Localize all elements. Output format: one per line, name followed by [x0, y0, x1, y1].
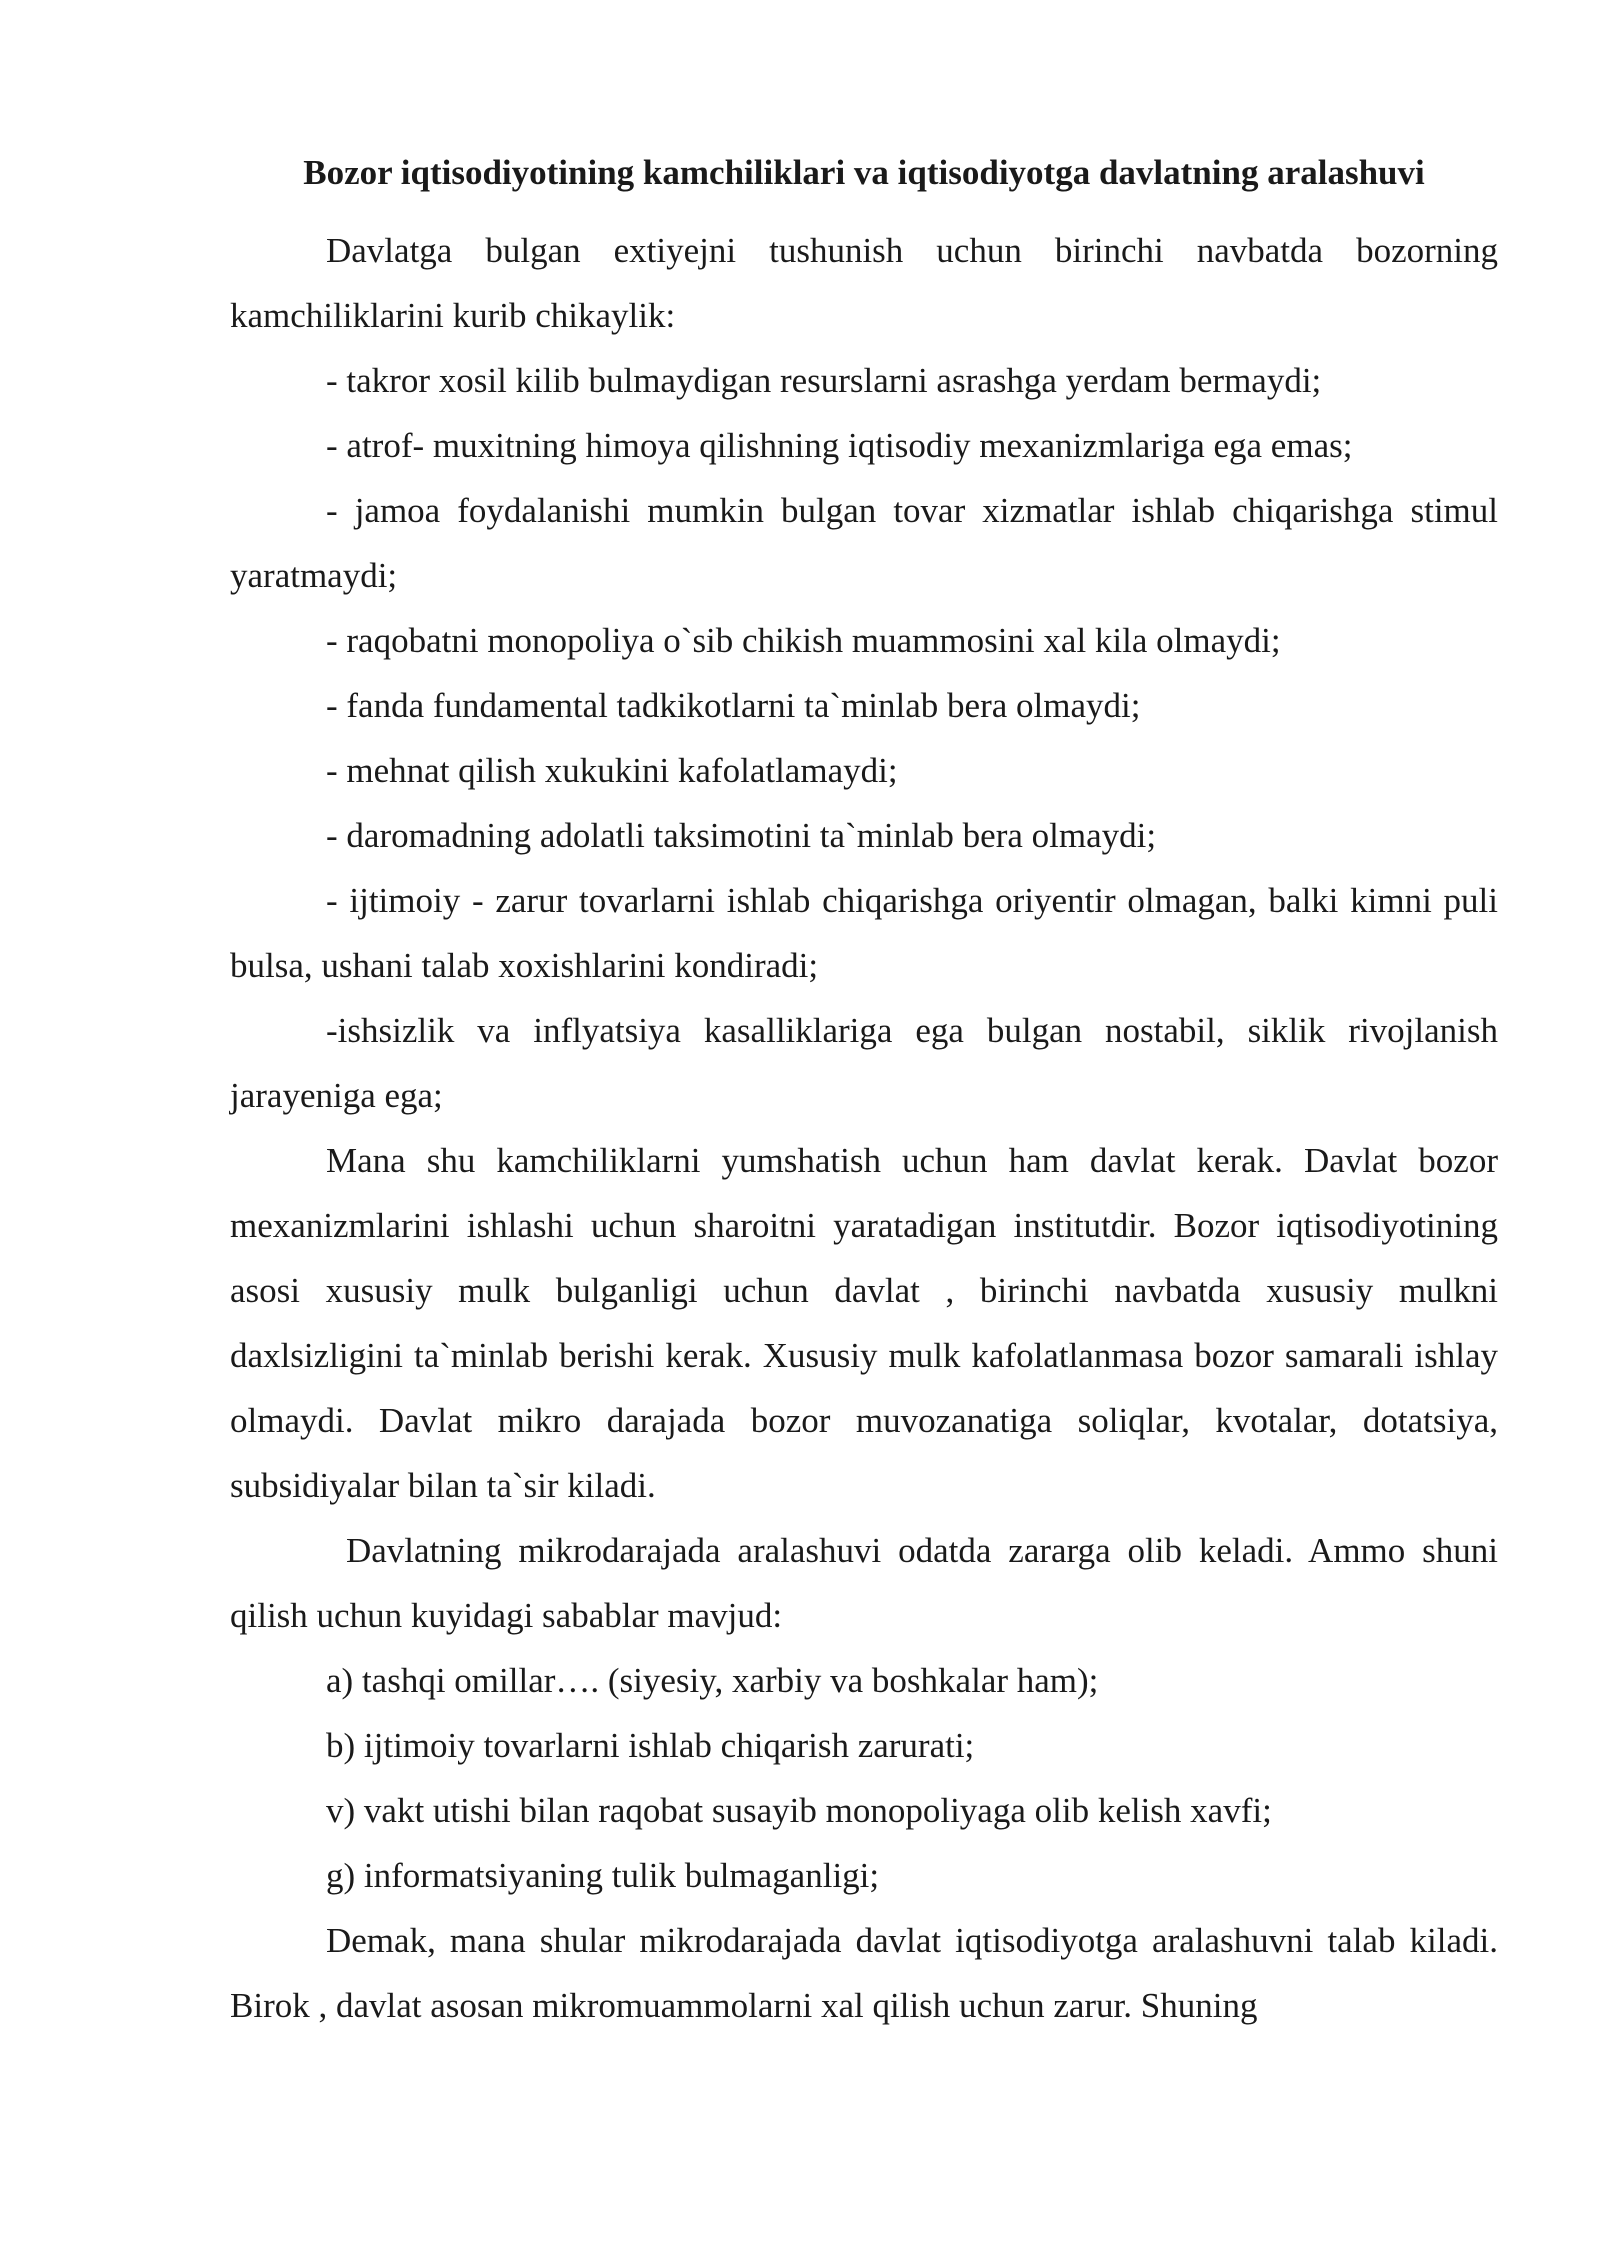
shortcomings-list — [230, 348, 1498, 1128]
list-item: v) vakt utishi bilan raqobat susayib monopoliyaga olib kelish xavfi; — [326, 1791, 1272, 1830]
list-item: b) ijtimoiy tovarlarni ishlab chiqarish zarurati; — [326, 1726, 975, 1765]
document-title: Bozor iqtisodiyotining kamchiliklari va iqtisodiyotga davlatning aralashuvi — [303, 153, 1425, 192]
intro-paragraph: Davlatga bulgan extiyejni tushunish uchun birinchi navbatda bozorning kamchiliklarini kurib chikaylik: — [230, 231, 1498, 335]
list-item: - mehnat qilish xukukini kafolatlamaydi; — [326, 751, 898, 790]
reasons-list — [230, 1648, 1498, 1908]
list-item: - raqobatni monopoliya o`sib chikish muammosini xal kila olmaydi; — [326, 621, 1281, 660]
list-item: - takror xosil kilib bulmaydigan resurslarni asrashga yerdam bermaydi; — [326, 361, 1322, 400]
list-item: - jamoa foydalanishi mumkin bulgan tovar xizmatlar ishlab chiqarishga stimul yaratmaydi; — [230, 491, 1498, 595]
list-item: -ishsizlik va inflyatsiya kasalliklariga ega bulgan nostabil, siklik rivojlanish jarayeniga ega; — [230, 1011, 1498, 1115]
intervention-paragraph: Davlatning mikrodarajada aralashuvi odatda zararga olib keladi. Ammo shuni qilish uchun kuyidagi sabablar mavjud: — [230, 1531, 1498, 1635]
list-item: - ijtimoiy - zarur tovarlarni ishlab chiqarishga oriyentir olmagan, balki kimni puli bulsa, ushani talab xoxishlarini kondiradi; — [230, 881, 1498, 985]
state-role-paragraph: Mana shu kamchiliklarni yumshatish uchun ham davlat kerak. Davlat bozor mexanizmlarini ishlashi uchun sharoitni yaratadigan institutdir. Bozor iqtisodiyotining asosi xususiy mulk bulganligi uchun davlat , birinchi navbatda xususiy mulkni daxlsizligini ta`minlab berishi kerak. Xususiy mulk kafolatlanmasa bozor samarali ishlay olmaydi. Davlat mikro darajada bozor muvozanatiga soliqlar, kvotalar, dotatsiya, subsidiyalar bilan ta`sir kiladi. — [230, 1141, 1498, 1505]
list-item: - daromadning adolatli taksimotini ta`minlab bera olmaydi; — [326, 816, 1157, 855]
conclusion-paragraph: Demak, mana shular mikrodarajada davlat iqtisodiyotga aralashuvni talab kiladi. Birok , davlat asosan mikromuammolarni xal qilish uchun zarur. Shuning — [230, 1921, 1498, 2025]
document-body — [230, 148, 1498, 2038]
list-item: g) informatsiyaning tulik bulmaganligi; — [326, 1856, 880, 1895]
list-item: a) tashqi omillar…. (siyesiy, xarbiy va boshkalar ham); — [326, 1661, 1099, 1700]
list-item: - atrof- muxitning himoya qilishning iqtisodiy mexanizmlariga ega emas; — [326, 426, 1353, 465]
list-item: - fanda fundamental tadkikotlarni ta`minlab bera olmaydi; — [326, 686, 1141, 725]
